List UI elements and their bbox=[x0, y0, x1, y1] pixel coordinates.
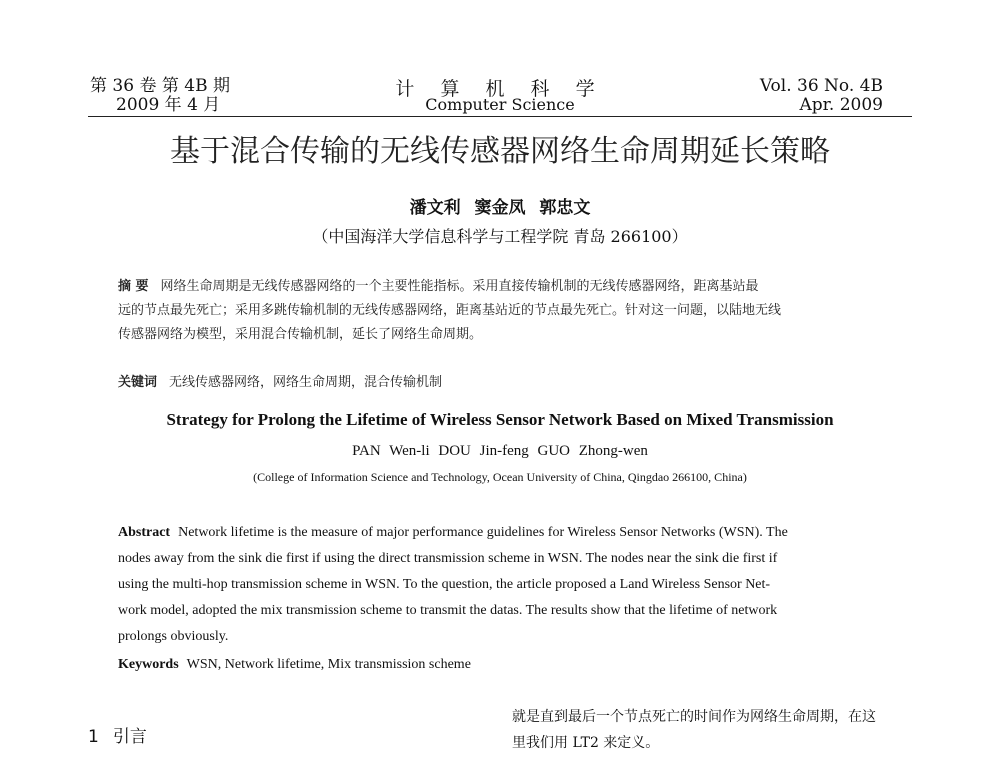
abstract-cn-text: 网络生命周期是无线传感器网络的一个主要性能指标。采用直接传输机制的无线传感器网络，距离基站最 bbox=[160, 279, 759, 294]
abstract-cn-line bbox=[118, 275, 888, 299]
paper-title-en: Strategy for Prolong the Lifetime of Wireless Sensor Network Based on Mixed Transmission bbox=[166, 410, 834, 429]
body-text-line: 里我们用 LT2 来定义。 bbox=[512, 735, 660, 751]
abstract-cn-line: 传感器网络为模型，采用混合传输机制，延长了网络生命周期。 bbox=[118, 327, 483, 342]
abstract-en-line: nodes away from the sink die first if using the direct transmission scheme in WSN. The nodes near the sink die first if bbox=[118, 551, 778, 566]
journal-date-en: Apr. 2009 bbox=[799, 95, 883, 115]
abstract-en-text: Network lifetime is the measure of major performance guidelines for Wireless Sensor Networks (WSN). The bbox=[178, 525, 788, 540]
keywords-en-label: Keywords bbox=[118, 657, 179, 672]
section-number: 1 bbox=[88, 727, 99, 747]
journal-volume-issue: 第 36 卷 第 4B 期 bbox=[90, 76, 230, 96]
journal-date-cn: 2009 年 4 月 bbox=[116, 95, 221, 115]
paper-title-cn: 基于混合传输的无线传感器网络生命周期延长策略 bbox=[170, 134, 830, 169]
abstract-en-line: using the multi-hop transmission scheme in WSN. To the question, the article proposed a Land Wireless Sensor Net- bbox=[118, 577, 771, 592]
section-title: 引言 bbox=[112, 727, 147, 747]
journal-name-en: Computer Science bbox=[425, 95, 575, 114]
keywords-en-text: WSN, Network lifetime, Mix transmission scheme bbox=[186, 657, 471, 672]
abstract-cn-line: 远的节点最先死亡；采用多跳传输机制的无线传感器网络，距离基站近的节点最先死亡。针对这一问题，以陆地无线 bbox=[118, 303, 782, 318]
journal-volume-en: Vol. 36 No. 4B bbox=[759, 76, 883, 96]
keywords-cn-text: 无线传感器网络，网络生命周期，混合传输机制 bbox=[169, 375, 443, 390]
journal-name-cn: 计 算 机 科 学 bbox=[395, 78, 605, 100]
abstract-en-label: Abstract bbox=[118, 525, 171, 540]
abstract-en-line: work model, adopted the mix transmission scheme to transmit the datas. The results show that the lifetime of network bbox=[118, 603, 778, 618]
header-rule bbox=[88, 116, 912, 117]
authors-en: PAN Wen-li DOU Jin-feng GUO Zhong-wen bbox=[352, 443, 648, 459]
authors-cn: 潘文利 窦金凤 郭忠文 bbox=[409, 198, 591, 218]
keywords-cn-label: 关键词 bbox=[118, 375, 158, 390]
abstract-en-line bbox=[118, 520, 788, 546]
affiliation-cn: （中国海洋大学信息科学与工程学院 青岛 266100） bbox=[312, 227, 688, 246]
affiliation-en: (College of Information Science and Technology, Ocean University of China, Qingdao 266100, China) bbox=[253, 470, 747, 484]
keywords-cn-line bbox=[118, 371, 888, 395]
abstract-en-line: prolongs obviously. bbox=[118, 629, 229, 644]
keywords-en-line bbox=[118, 652, 471, 678]
abstract-cn-label: 摘 要 bbox=[118, 279, 149, 294]
section-heading bbox=[88, 722, 147, 747]
body-text-line: 就是直到最后一个节点死亡的时间作为网络生命周期，在这 bbox=[512, 709, 876, 725]
